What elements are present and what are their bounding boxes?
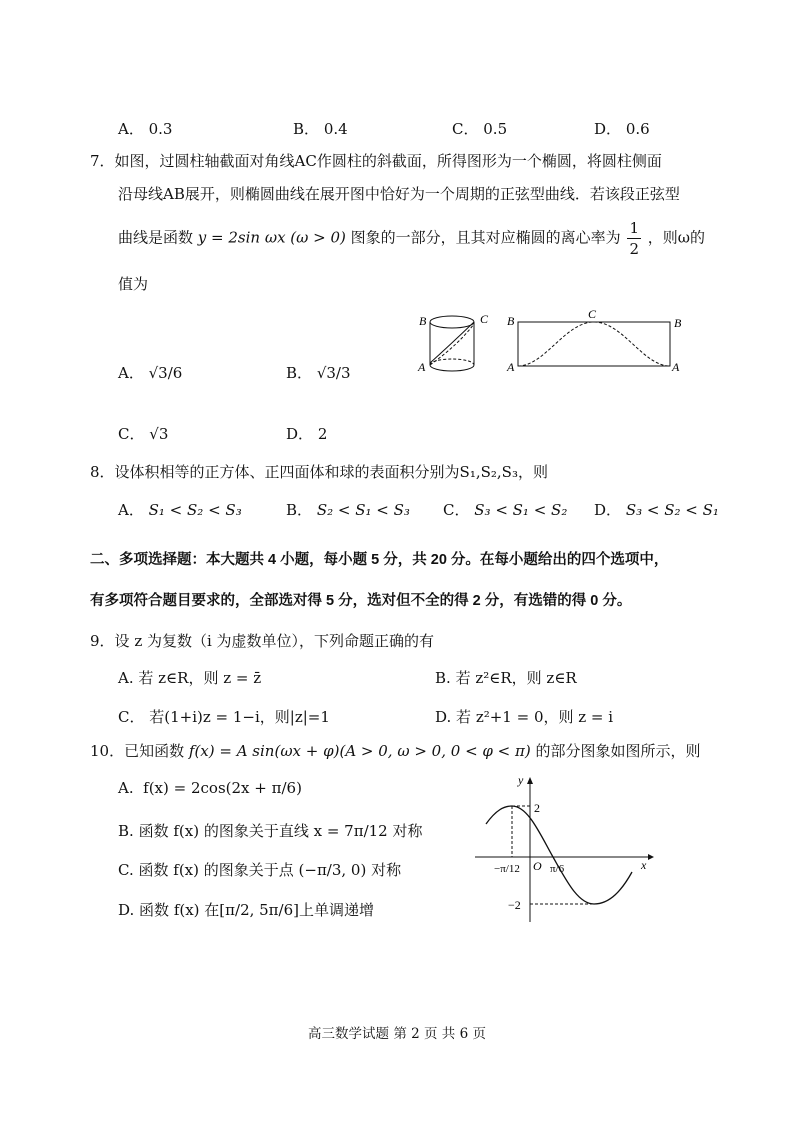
tick-two: 2 [534, 801, 540, 815]
q10-stem: 10．已知函数 f(x) = A sin(ωx + φ)(A > 0, ω > 0, 0 < φ < π) 的部分图象如图所示，则 [90, 742, 701, 760]
q9-option-b: B. 若 z²∈R，则 z∈R [435, 669, 577, 687]
q6-option-d: D． 0.6 [594, 120, 650, 138]
rect-label-a-right: A [672, 360, 680, 374]
tick-neg-pi-12: −π/12 [494, 863, 520, 875]
section2-line2: 有多项符合题目要求的，全部选对得 5 分，选对但不全的得 2 分，有选错的得 0 分。 [90, 593, 632, 609]
section2-line1: 二、多项选择题：本大题共 4 小题，每小题 5 分，共 20 分。在每小题给出的四个选项中， [90, 552, 669, 568]
cylinder-diagram [417, 312, 489, 374]
q7-formula: y = 2sin ωx (ω > 0) [197, 228, 346, 247]
sine-curve [486, 806, 632, 904]
q7-option-b: B． √3/3 [286, 364, 351, 382]
q10-option-c: C. 函数 f(x) 的图象关于点 (−π/3, 0) 对称 [118, 861, 402, 879]
q10-formula: f(x) = A sin(ωx + φ)(A > 0, ω > 0, 0 < φ < π) [188, 742, 531, 760]
page-footer: 高三数学试题 第 2 页 共 6 页 [308, 1026, 486, 1042]
cyl-label-a: A [418, 360, 426, 374]
cyl-label-c: C [480, 312, 489, 326]
tick-pi-6: π/6 [550, 863, 565, 875]
q8-option-a: A． S₁ < S₂ < S₃ [118, 501, 242, 519]
origin-label: O [533, 859, 542, 873]
q7-line2: 沿母线AB展开，则椭圆曲线在展开图中恰好为一个周期的正弦型曲线．若该段正弦型 [118, 185, 680, 203]
q7-option-a: A． √3/6 [118, 364, 183, 382]
q8-option-b: B． S₂ < S₁ < S₃ [286, 501, 410, 519]
unrolled-diagram [506, 307, 682, 374]
q7-line1: 7．如图，过圆柱轴截面对角线AC作圆柱的斜截面，所得图形为一个椭圆，将圆柱侧面 [90, 152, 662, 170]
q7-figure [410, 305, 690, 380]
y-axis-label: y [518, 773, 524, 787]
q10-option-a: A. f(x) = 2cos(2x + π/6) [118, 779, 302, 797]
x-axis-arrow [648, 854, 654, 860]
y-axis-arrow [527, 777, 533, 784]
x-axis-label: x [641, 858, 647, 872]
rect-label-b-left: B [507, 314, 515, 328]
q8-option-d: D． S₃ < S₂ < S₁ [594, 501, 719, 519]
rect-label-c: C [588, 307, 597, 321]
q7-eccentricity-fraction: $\frac{1}{2}$ [629, 219, 640, 258]
q9-option-a: A. 若 z∈R，则 z = z̄ [118, 669, 262, 687]
rect-label-a-left: A [507, 360, 515, 374]
q9-option-c: C． 若(1+i)z = 1−i，则|z|=1 [118, 708, 330, 726]
q7-line3: 曲线是函数 y = 2sin ωx (ω > 0) 图象的一部分，且其对应椭圆的离心率为 $\frac{1}{2}$ ，则ω的 [118, 219, 706, 258]
q6-option-b: B． 0.4 [293, 120, 348, 138]
q6-option-a: A． 0.3 [118, 120, 173, 138]
q9-option-d: D. 若 z²+1 = 0，则 z = i [435, 708, 614, 726]
q10-option-d: D. 函数 f(x) 在[π/2, 5π/6]上单调递增 [118, 901, 374, 919]
q7-line4: 值为 [118, 275, 149, 293]
q7-option-c: C． √3 [118, 425, 169, 443]
q8-stem: 8．设体积相等的正方体、正四面体和球的表面积分别为S₁,S₂,S₃，则 [90, 463, 548, 481]
q6-option-c: C． 0.5 [452, 120, 508, 138]
q9-stem: 9．设 z 为复数（i 为虚数单位），下列命题正确的有 [90, 632, 435, 650]
q10-option-b: B. 函数 f(x) 的图象关于直线 x = 7π/12 对称 [118, 822, 423, 840]
q7-option-d: D． 2 [286, 425, 328, 443]
cyl-label-b: B [419, 314, 427, 328]
rect-label-b-right: B [674, 316, 682, 330]
q8-option-c: C． S₃ < S₁ < S₂ [443, 501, 568, 519]
q10-graph [470, 772, 660, 932]
tick-neg-two: −2 [508, 898, 521, 912]
